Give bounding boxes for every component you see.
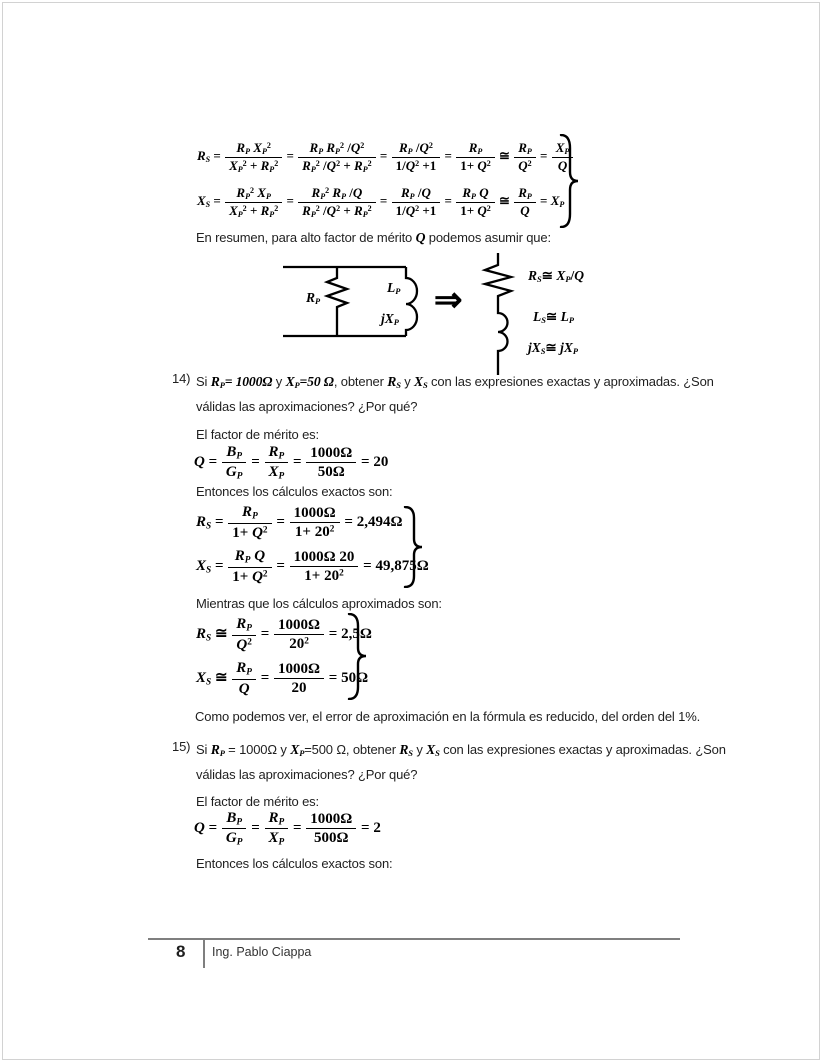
item-15-q-equation: Q = $\frac{B_P}{G_P}$ = $\frac{R_P}{X_P}$ = $\frac{1000\Omega}{500\Omega}$ = 2 [194,809,381,848]
parallel-inductor-label: $L_P$ [387,280,401,297]
footer-author: Ing. Pablo Ciappa [212,945,312,959]
series-resistor-label: $R_S≅$ $X_P/Q$ [528,268,584,285]
item-14-approx-equation-2: $X_S$ ≅ $\frac{R_P}{Q}$ = $\frac{1000\Omega}{20}$ = 50Ω [196,660,369,697]
item-14-exact-equation-1: $R_S$ = $\frac{R_P}{1+ Q^2}$ = $\frac{1000\Omega}{1+ 20^2}$ = 2,494Ω [196,504,403,541]
item-15-exact-label: Entonces los cálculos exactos son: [196,856,393,871]
parallel-reactance-label: $jX_P$ [381,311,399,328]
series-inductor-label: $L_S≅$ $L_P$ [533,309,574,326]
item-15-number: 15) [172,739,191,754]
footer-separator [203,939,205,968]
item-14-approx-label: Mientras que los cálculos aproximados son: [196,596,442,611]
item-14-line-2: válidas las aproximaciones? ¿Por qué? [196,399,418,415]
implies-arrow-icon: ⇒ [434,282,463,319]
approx-equations-brace-icon [346,613,370,700]
item-14-number: 14) [172,371,191,386]
summary-paragraph: En resumen, para alto factor de mérito Q podemos asumir que: [196,230,551,245]
exact-equations-brace-icon [402,506,426,588]
derivation-equation-line-2: $X_S$ = $\frac{R_P^2 X_P}{X_P^2 + R_P^2}$ = $\frac{R_P^2 R_P /Q}{R_P^2 /Q^2 + R_P^2}$ = $\frac{R_P /Q}{1/Q^2 +1}$ = $\frac{R_P Q}{1+ Q^2}$ ≅ $\frac{R_P}{Q}$ = $X_P$ [197,184,565,219]
item-15-line-2: válidas las aproximaciones? ¿Por qué? [196,767,418,783]
item-15-merit-label: El factor de mérito es: [196,794,319,809]
item-14-exact-label: Entonces los cálculos exactos son: [196,484,393,499]
series-reactance-label: $jX_S≅$ $jX_P$ [528,340,578,357]
parallel-resistor-label: $R_P$ [306,290,321,307]
item-15-line-1: Si $R_P = 1000\Omega$ y $X_P=500$ Ω, obtener $R_S$ y $X_S$ con las expresiones exactas y aproximadas. ¿Son [196,742,726,759]
item-14-approx-equation-1: $R_S$ ≅ $\frac{R_P}{Q^2}$ = $\frac{1000\Omega}{20^2}$ = 2,5Ω [196,616,372,653]
item-14-text [196,371,714,417]
footer-page-number: 8 [176,942,186,961]
item-14-exact-equation-2: $X_S$ = $\frac{R_P Q}{1+ Q^2}$ = $\frac{1000\Omega 20}{1+ 20^2}$ = 49,875Ω [196,548,429,585]
derivation-equation-line-1: $R_S$ = $\frac{R_P X_P^2}{X_P^2 + R_P^2}$ = $\frac{R_P R_P^2 /Q^2}{R_P^2 /Q^2 + R_P^2}$ = $\frac{R_P /Q^2}{1/Q^2 +1}$ = $\frac{R_P}{1+ Q^2}$ ≅ $\frac{R_P}{Q^2}$ = $\frac{X_P}{Q}$ [197,133,574,178]
footer-rule [148,938,680,940]
item-14-line-1: Si $R_P= 1000\Omega$ y $X_P=50$ Ω, obtener $R_S$ y $X_S$ con las expresiones exactas y aproximadas. ¿Son [196,374,714,391]
item-14-merit-label: El factor de mérito es: [196,427,319,442]
item-15-text [196,739,726,785]
derivation-brace-icon [558,134,582,228]
item-14-q-equation: Q = $\frac{B_P}{G_P}$ = $\frac{R_P}{X_P}$ = $\frac{1000\Omega}{50\Omega}$ = 20 [194,443,389,482]
item-14-conclusion: Como podemos ver, el error de aproximación en la fórmula es reducido, del orden del 1%. [195,709,701,724]
series-circuit-drawing [485,253,511,375]
